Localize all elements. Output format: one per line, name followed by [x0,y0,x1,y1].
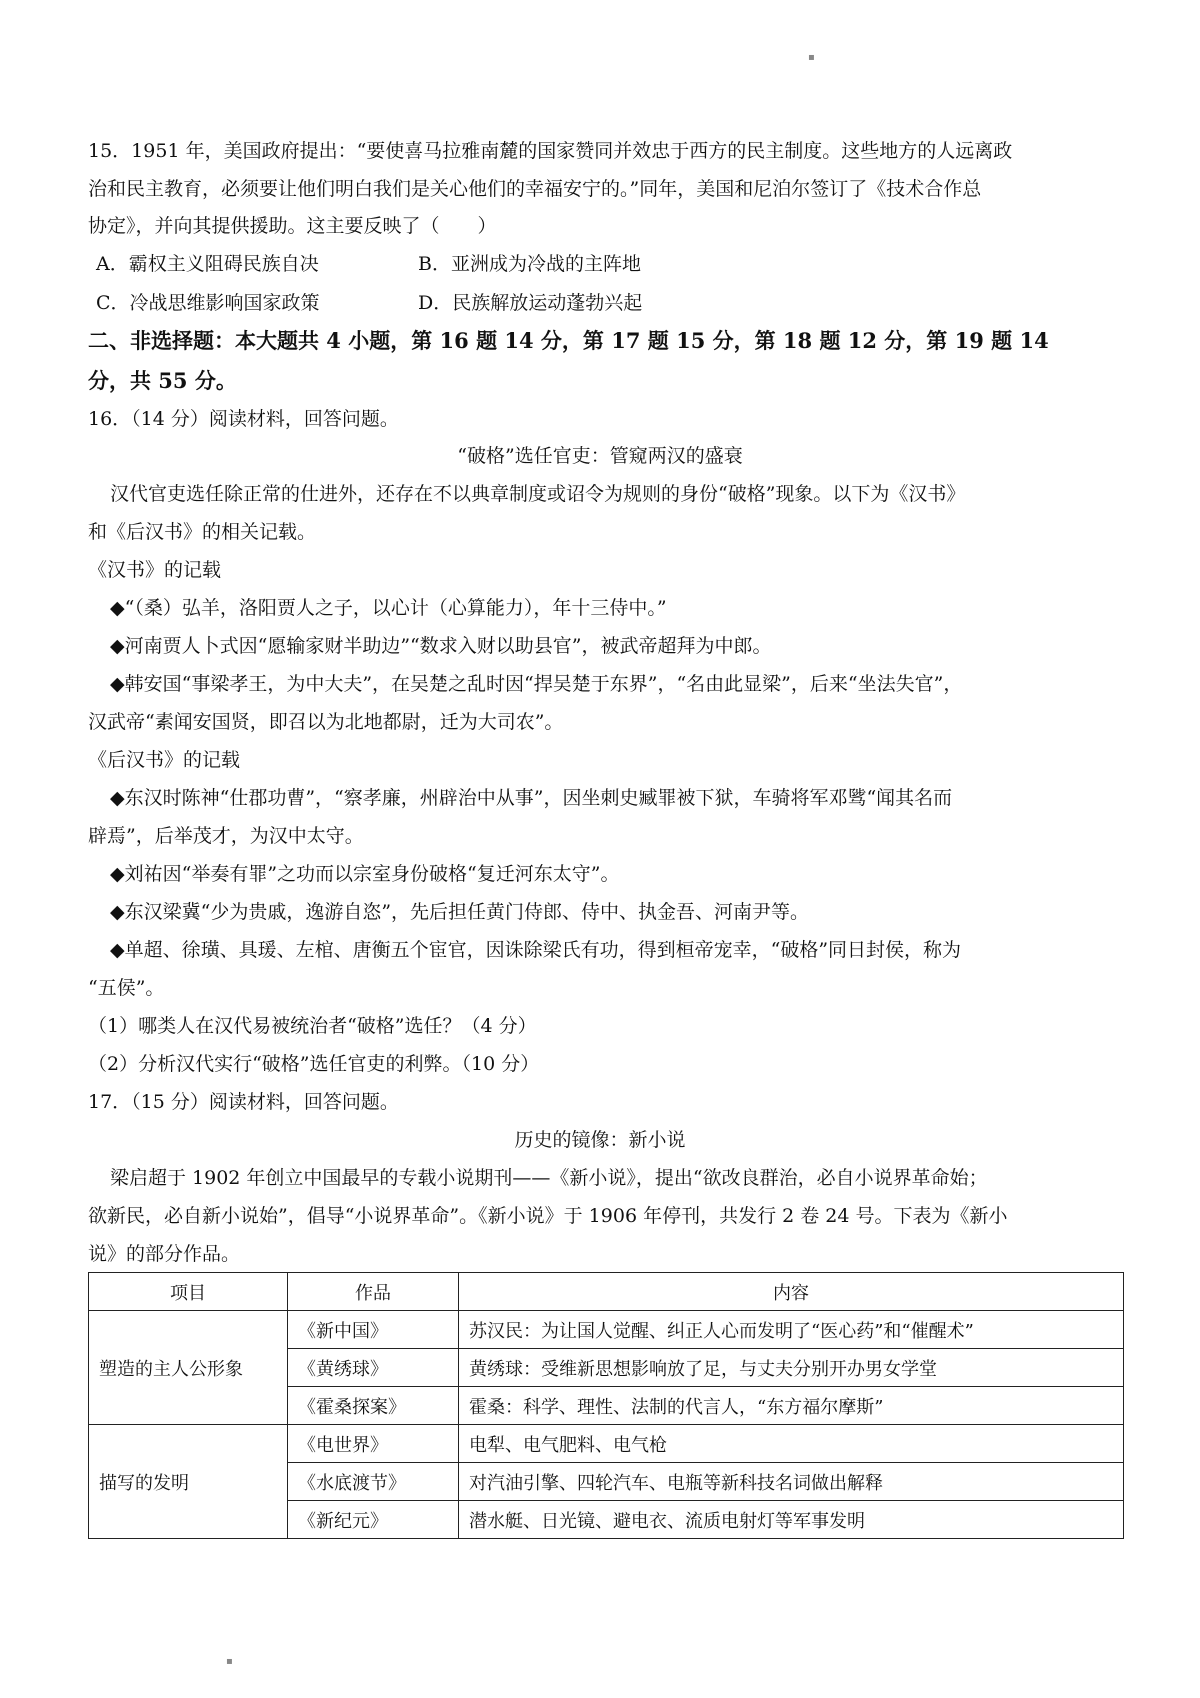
section-2-heading-line-2: 分，共 55 分。 [88,368,237,393]
column-header-work: 作品 [288,1273,459,1311]
q15-line-3: 协定》，并向其提供援助。这主要反映了（ ） [88,215,497,237]
q16-intro-1: 汉代官吏选任除正常的仕进外，还存在不以典章制度或诏令为规则的身份“破格”现象。以下为《汉书》 [110,483,966,505]
table-header-row [89,1273,1124,1311]
content-cell: 对汽油引擎、四轮汽车、电瓶等新科技名词做出解释 [459,1463,1124,1501]
q17-intro-2: 欲新民，必自新小说始”，倡导“小说界革命”。《新小说》于 1906 年停刊，共发行 2 卷 24 号。下表为《新小 [88,1205,1008,1227]
hanshu-item-1: ◆“（桑）弘羊，洛阳贾人之子，以心计（心算能力），年十三侍中。” [110,597,667,619]
work-cell: 《霍桑探案》 [288,1387,459,1425]
content-cell: 潜水艇、日光镜、避电衣、流质电射灯等军事发明 [459,1501,1124,1539]
houhanshu-item-3: ◆东汉梁冀“少为贵戚，逸游自恣”，先后担任黄门侍郎、侍中、执金吾、河南尹等。 [110,901,810,923]
scan-dot: ▪ [808,52,815,63]
hanshu-item-3-line-2: 汉武帝“素闻安国贤，即召以为北地都尉，迁为大司农”。 [88,711,564,733]
q16-title: “破格”选任官吏：管窥两汉的盛衰 [457,445,743,467]
q16-sub-question-1: （1）哪类人在汉代易被统治者“破格”选任？（4 分） [88,1015,537,1037]
work-cell: 《水底渡节》 [288,1463,459,1501]
content-cell: 霍桑：科学、理性、法制的代言人，“东方福尔摩斯” [459,1387,1124,1425]
q17-intro-1: 梁启超于 1902 年创立中国最早的专载小说期刊——《新小说》，提出“欲改良群治，必自小说界革命始； [110,1167,988,1189]
work-cell: 《新中国》 [288,1311,459,1349]
new-novel-works-table [88,1272,1124,1539]
houhanshu-item-1-line-1: ◆东汉时陈神“仕郡功曹”，“察孝廉，州辟治中从事”，因坐刺史臧罪被下狱，车骑将军邓骘“闻其名而 [110,787,953,809]
houhanshu-item-4-line-1: ◆单超、徐璜、具瑗、左棺、唐衡五个宦官，因诛除梁氏有功，得到桓帝宠幸，“破格”同日封侯，称为 [110,939,962,961]
houhanshu-label: 《后汉书》的记载 [88,749,241,771]
q15-option-d: D．民族解放运动蓬勃兴起 [418,292,643,314]
table-row [89,1425,1124,1463]
houhanshu-item-2: ◆刘祐因“举奏有罪”之功而以宗室身份破格“复迁河东太守”。 [110,863,620,885]
q17-header: 17．（15 分）阅读材料，回答问题。 [88,1091,399,1113]
content-cell: 电犁、电气肥料、电气枪 [459,1425,1124,1463]
content-cell: 黄绣球：受维新思想影响放了足，与丈夫分别开办男女学堂 [459,1349,1124,1387]
table-row [89,1311,1124,1349]
column-header-content: 内容 [459,1273,1124,1311]
q15-option-a: A．霸权主义阻碍民族自决 [96,253,319,275]
q17-intro-3: 说》的部分作品。 [88,1243,241,1265]
q15-line-2: 治和民主教育，必须要让他们明白我们是关心他们的幸福安宁的。”同年，美国和尼泊尔签订了《技术合作总 [88,178,982,200]
q15-line-1: 15．1951 年，美国政府提出：“要使喜马拉雅南麓的国家赞同并效忠于西方的民主制度。这些地方的人远离政 [88,140,1013,162]
hanshu-label: 《汉书》的记载 [88,559,222,581]
work-cell: 《电世界》 [288,1425,459,1463]
work-cell: 《黄绣球》 [288,1349,459,1387]
column-header-category: 项目 [89,1273,288,1311]
houhanshu-item-4-line-2: “五侯”。 [88,977,165,999]
category-cell: 塑造的主人公形象 [89,1311,288,1425]
hanshu-item-2: ◆河南贾人卜式因“愿输家财半助边”“数求入财以助县官”，被武帝超拜为中郎。 [110,635,772,657]
q15-option-b: B．亚洲成为冷战的主阵地 [418,253,641,275]
hanshu-item-3-line-1: ◆韩安国“事梁孝王，为中大夫”，在吴楚之乱时因“捍吴楚于东界”，“名由此显梁”，后来“坐法失官”， [110,673,963,695]
q16-header: 16．（14 分）阅读材料，回答问题。 [88,408,399,430]
q16-intro-2: 和《后汉书》的相关记载。 [88,521,317,543]
q15-option-c: C．冷战思维影响国家政策 [96,292,320,314]
category-cell: 描写的发明 [89,1425,288,1539]
scan-dot: ▪ [226,1656,233,1667]
section-2-heading-line-1: 二、非选择题：本大题共 4 小题，第 16 题 14 分，第 17 题 15 分，第 18 题 12 分，第 19 题 14 [88,328,1049,353]
work-cell: 《新纪元》 [288,1501,459,1539]
content-cell: 苏汉民：为让国人觉醒、纠正人心而发明了“医心药”和“催醒术” [459,1311,1124,1349]
q16-sub-question-2: （2）分析汉代实行“破格”选任官吏的利弊。（10 分） [88,1053,540,1075]
houhanshu-item-1-line-2: 辟焉”，后举茂才，为汉中太守。 [88,825,364,847]
q17-title: 历史的镜像：新小说 [514,1129,686,1151]
